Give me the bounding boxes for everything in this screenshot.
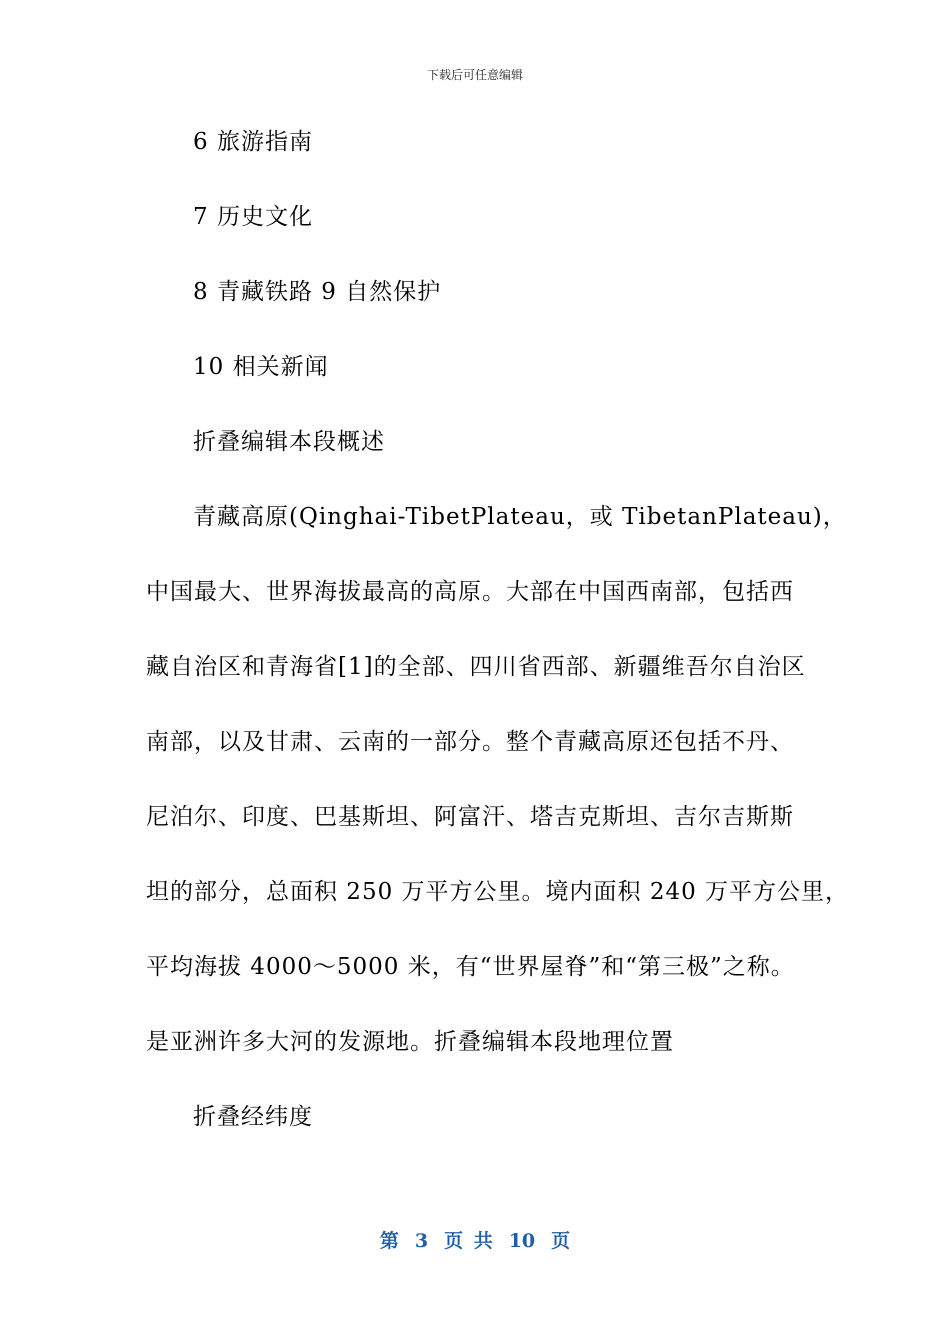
- section-heading-overview: 折叠编辑本段概述: [193, 429, 385, 455]
- toc-item-history-culture: 7 历史文化: [193, 204, 313, 230]
- footer-prefix: 第: [379, 1230, 399, 1252]
- paragraph-line: 南部，以及甘肃、云南的一部分。整个青藏高原还包括不丹、: [146, 729, 794, 755]
- paragraph-line: 中国最大、世界海拔最高的高原。大部在中国西南部，包括西: [146, 579, 794, 605]
- footer-page-number: 3: [414, 1230, 429, 1252]
- toc-item-railway-nature: 8 青藏铁路 9 自然保护: [193, 279, 442, 305]
- page-header-note: 下载后可任意编辑: [426, 68, 523, 82]
- toc-item-travel-guide: 6 旅游指南: [193, 129, 313, 155]
- footer-middle: 页 共: [444, 1230, 493, 1252]
- footer-suffix: 页: [551, 1230, 571, 1252]
- paragraph-line: 藏自治区和青海省[1]的全部、四川省西部、新疆维吾尔自治区: [146, 654, 806, 680]
- page-footer: [0, 1226, 950, 1253]
- paragraph-line: 青藏高原(Qinghai-TibetPlateau，或 TibetanPlateau)，: [193, 504, 847, 530]
- paragraph-line: 平均海拔 4000～5000 米，有“世界屋脊”和“第三极”之称。: [146, 954, 795, 980]
- toc-item-related-news: 10 相关新闻: [193, 354, 329, 380]
- paragraph-line: 尼泊尔、印度、巴基斯坦、阿富汗、塔吉克斯坦、吉尔吉斯斯: [146, 804, 794, 830]
- section-heading-coordinates: 折叠经纬度: [193, 1104, 313, 1130]
- paragraph-line: 坦的部分，总面积 250 万平方公里。境内面积 240 万平方公里，: [146, 879, 850, 905]
- footer-total-pages: 10: [508, 1230, 536, 1252]
- paragraph-line: 是亚洲许多大河的发源地。折叠编辑本段地理位置: [146, 1029, 674, 1055]
